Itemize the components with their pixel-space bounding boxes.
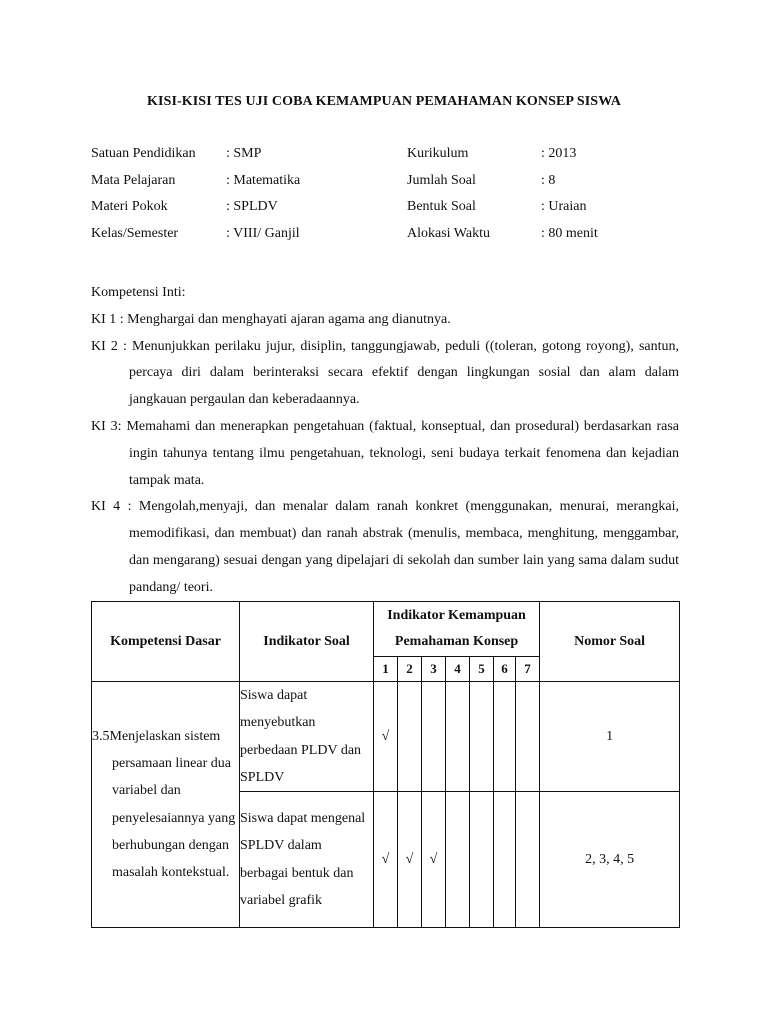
indicator-number: 7 [516,657,540,682]
meta-label: Alokasi Waktu [407,226,490,242]
check-cell [398,682,422,792]
nomor-soal-cell: 2, 3, 4, 5 [540,792,680,928]
meta-label: Kurikulum [407,146,469,161]
indicator-number: 6 [494,657,516,682]
check-cell [446,682,470,792]
kompetensi-inti-heading: Kompetensi Inti: [91,285,186,300]
check-cell: √ [422,792,446,928]
meta-label: Satuan Pendidikan [91,146,196,161]
ki-item: KI 2 : Menunjukkan perilaku jujur, disiplin, tanggungjawab, peduli ((toleran, gotong royong), santun, percaya diri dalam berinteraksi secara efektif dengan lingkungan sosial dan alam dalam jangkauan pergaulan dan keberadaannya. [91,338,679,408]
indicator-number: 3 [422,657,446,682]
kisi-kisi-table [91,601,680,928]
indicator-number: 5 [470,657,494,682]
check-cell [516,682,540,792]
meta-label: Jumlah Soal [407,172,476,188]
kompetensi-dasar-cell [92,682,240,928]
check-cell [494,792,516,928]
check-cell: √ [374,792,398,928]
meta-label: Kelas/Semester [91,226,179,242]
indicator-number: 2 [398,657,422,682]
check-cell [446,792,470,928]
check-cell [470,682,494,792]
check-cell [422,682,446,792]
meta-value: : 8 [541,172,556,188]
check-cell: √ [398,792,422,928]
kompetensi-inti [91,280,679,602]
indicator-number: 4 [446,657,470,682]
meta-label: Mata Pelajaran [91,172,176,188]
meta-value: : VIII/ Ganjil [226,226,300,242]
check-cell: √ [374,682,398,792]
ki-item: KI 3: Memahami dan menerapkan pengetahuan (faktual, konseptual, dan prosedural) berdasarkan rasa ingin tahunya tentang ilmu pengetahuan, teknologi, seni budaya terkait fenomena dan kejadian tampak mata. [91,418,679,488]
meta-value: : 80 menit [541,226,598,242]
check-cell [470,792,494,928]
check-cell [516,792,540,928]
nomor-soal-cell: 1 [540,682,680,792]
meta-value: : SPLDV [226,199,278,215]
meta-value: : 2013 [541,146,577,161]
indicator-number: 1 [374,657,398,682]
indikator-soal-cell: Siswa dapat mengenal SPLDV dalam berbagai bentuk dan variabel grafik [240,792,374,928]
meta-value: : SMP [226,146,262,161]
meta-value: : Matematika [226,172,301,188]
kompetensi-dasar-text: 3.5Menjelaskan sistem persamaan linear dua variabel dan penyelesaiannya yang berhubungan dengan masalah kontekstual. [92,728,236,881]
meta-value: : Uraian [541,199,587,215]
document-title: KISI-KISI TES UJI COBA KEMAMPUAN PEMAHAMAN KONSEP SISWA [147,94,621,109]
check-cell [494,682,516,792]
header-indikator-kemampuan: Indikator Kemampuan Pemahaman Konsep [374,602,540,657]
header-kompetensi-dasar: Kompetensi Dasar [92,602,240,682]
meta-label: Bentuk Soal [407,199,476,215]
header-nomor-soal: Nomor Soal [540,602,680,682]
table-row [92,682,680,792]
ki-item: KI 1 : Menghargai dan menghayati ajaran agama ang dianutnya. [91,311,451,327]
meta-label: Materi Pokok [91,199,168,215]
ki-item: KI 4 : Mengolah,menyaji, dan menalar dalam ranah konkret (menggunakan, menurai, merangkai, memodifikasi, dan membuat) dan ranah abstrak (menulis, membaca, menghitung, menggambar, dan mengarang) sesuai dengan yang dipelajari di sekolah dan sumber lain yang sama dalam sudut pandang/ teori. [91,499,679,595]
header-indikator-soal: Indikator Soal [240,602,374,682]
indikator-soal-cell: Siswa dapat menyebutkan perbedaan PLDV dan SPLDV [240,682,374,792]
